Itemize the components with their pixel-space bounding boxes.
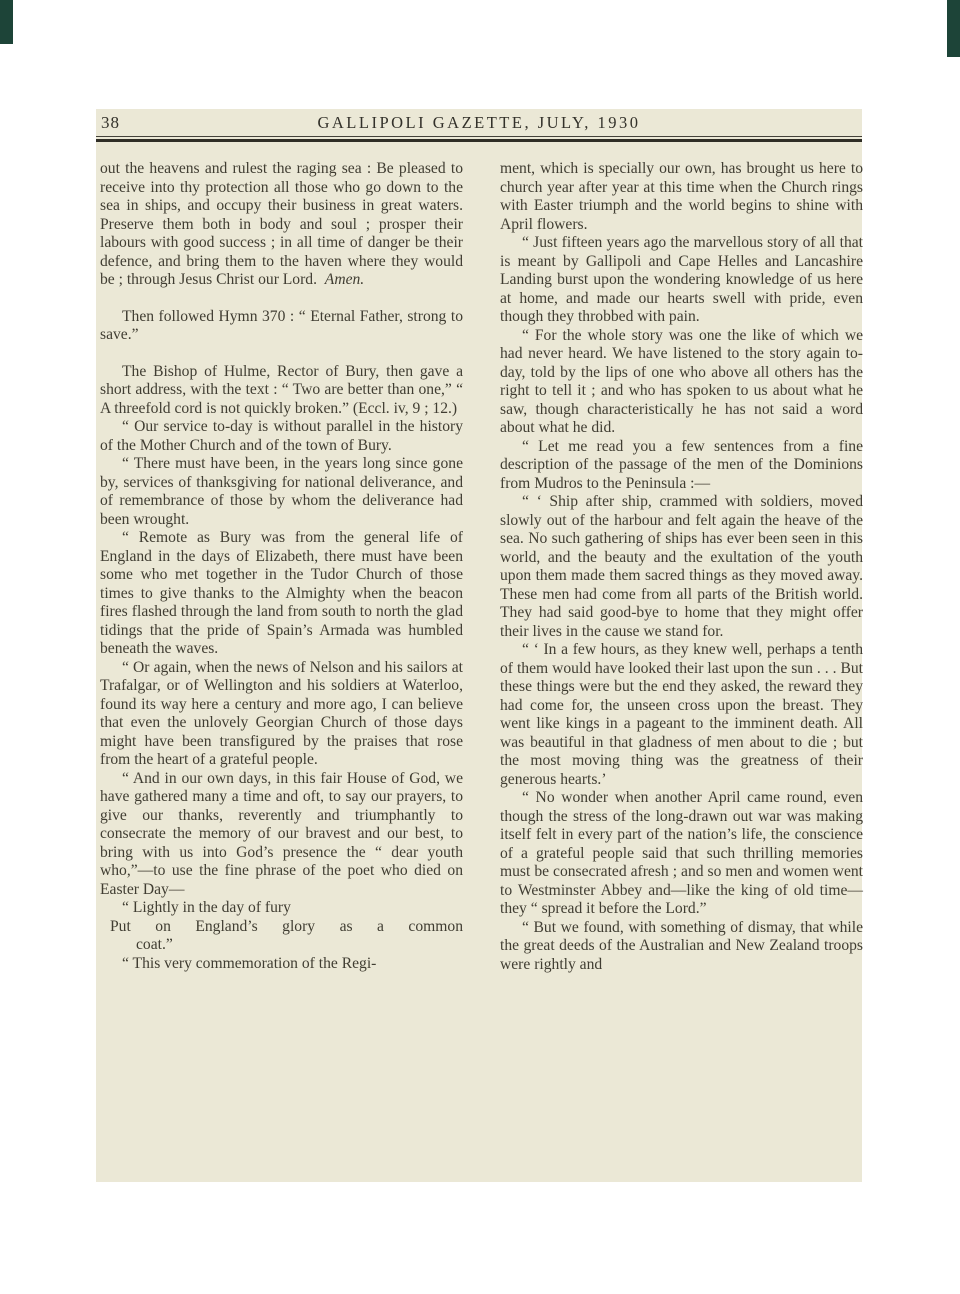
paragraph: “ But we found, with something of dismay, that while the great deeds of the Australian and New Zealand troops were rightly and [500,918,863,973]
paragraph: “ Remote as Bury was from the general life of England in the days of Elizabeth, there must have been some who met together in the Tudor Church of those times to give thanks to the Almighty when the beacon fires flashed through the land from south to north the glad tidings that the pride of Spain’s Armada was humbled beneath the waves. [100,529,463,657]
paragraph: “ This very commemoration of the Regi- [122,954,377,972]
page-header [96,111,862,137]
paragraph: “ There must have been, in the years long since gone by, services of thanksgiving for national deliverance, and of remembrance of those by whom the deliverance had been wrought. [100,455,463,528]
paragraph: “ Just fifteen years ago the marvellous story of all that is meant by Gallipoli and Cape Helles and Lancashire Landing burst upon the wondering knowledge of us here at home, and made our hearts swell with pride, even though they throbbed with pain. [500,234,863,325]
verse-line: coat.” [136,936,173,953]
paragraph: “ For the whole story was one the like of which we had never heard. We have listened to the story again to-day, told by the lips of one who above all others has the right to tell it ; and who has spoken to us about what he saw, though characteristically he has not said a word about what he did. [500,326,863,436]
paragraph: ment, which is specially our own, has brought us here to church year after year at this time when the Church rings with Easter triumph and the world begins to shine with April flowers. [500,160,863,233]
header-rule [96,136,862,142]
paragraph: “ ‘ Ship after ship, crammed with soldiers, moved slowly out of the harbour and felt again the heave of the sea. No such gathering of ships has ever been seen in this world, and the beauty and the exultation of the youth upon them made them sacred things as they moved away. These men had come from all parts of the British world. They had said good-bye to home that they might offer their lives in the cause we stand for. [500,493,863,640]
paragraph: “ And in our own days, in this fair House of God, we have gathered many a time and oft, to say our prayers, to give our thanks, reverently and triumphantly to consecrate the memory of our bravest and our best, to bring with us into God’s presence the “ dear youth who,”—to use the fine phrase of the poet who died on Easter Day— [100,769,463,898]
verse-line: “ Lightly in the day of fury [122,899,291,916]
paragraph-text: out the heavens and rulest the raging sea : Be pleased to receive into thy protection all those who go down to the sea in ships, and occupy their business in great waters. Preserve them both in body and soul ; prosper their labours with good success ; in all time of danger be their defence, and bring them to the haven where they would be ; through Jesus Christ our Lord. [100,160,463,288]
paragraph [100,160,463,290]
paragraph: The Bishop of Hulme, Rector of Bury, then gave a short address, with the text : “ Two are better than one,” “ A threefold cord is not quickly broken.” (Eccl. iv, 9 ; 12.) [100,362,463,417]
right-column [500,160,863,974]
page-number: 38 [101,113,120,132]
paragraph: Then followed Hymn 370 : “ Eternal Father, strong to save.” [100,307,463,343]
verse-line: Put on England’s glory as a common [110,917,463,935]
scan-artifact-top-right [947,0,960,57]
scan-artifact-top-left [0,0,13,44]
masthead-title: GALLIPOLI GAZETTE, JULY, 1930 [317,113,641,132]
paragraph: “ Or again, when the news of Nelson and his sailors at Trafalgar, or of Wellington and his soldiers at Waterloo, found its way here a century and more ago, I can believe that even the unlovely Georgian Church of those days might have been transfigured by the praises that rose from the heart of a grateful people. [100,658,463,768]
amen-italic: Amen. [324,271,365,288]
left-column [100,160,463,973]
gazette-page [96,109,862,1182]
paragraph: “ Let me read you a few sentences from a fine description of the passage of the men of the Dominions from Mudros to the Peninsula :— [500,437,863,492]
paragraph: “ Our service to-day is without parallel in the history of the Mother Church and of the town of Bury. [100,418,463,454]
paragraph: “ No wonder when another April came round, even though the stress of the long-drawn out war was making itself felt in every part of the nation’s life, the conscience of a grateful people said that such thrilling memories must be consecrated afresh ; and so men and women went to Westminster Abbey and—like the king of old time—they “ spread it before the Lord.” [500,789,863,917]
paragraph: “ ‘ In a few hours, as they knew well, perhaps a tenth of them would have looked their last upon the sun . . . But these things were but the end they asked, the reward they had come for, the unseen cross upon the breast. They went like kings in a pageant to the imminent death. All was beautiful in that gladness of men about to die ; but the most moving thing was the greatness of their generous hearts.’ [500,641,863,788]
